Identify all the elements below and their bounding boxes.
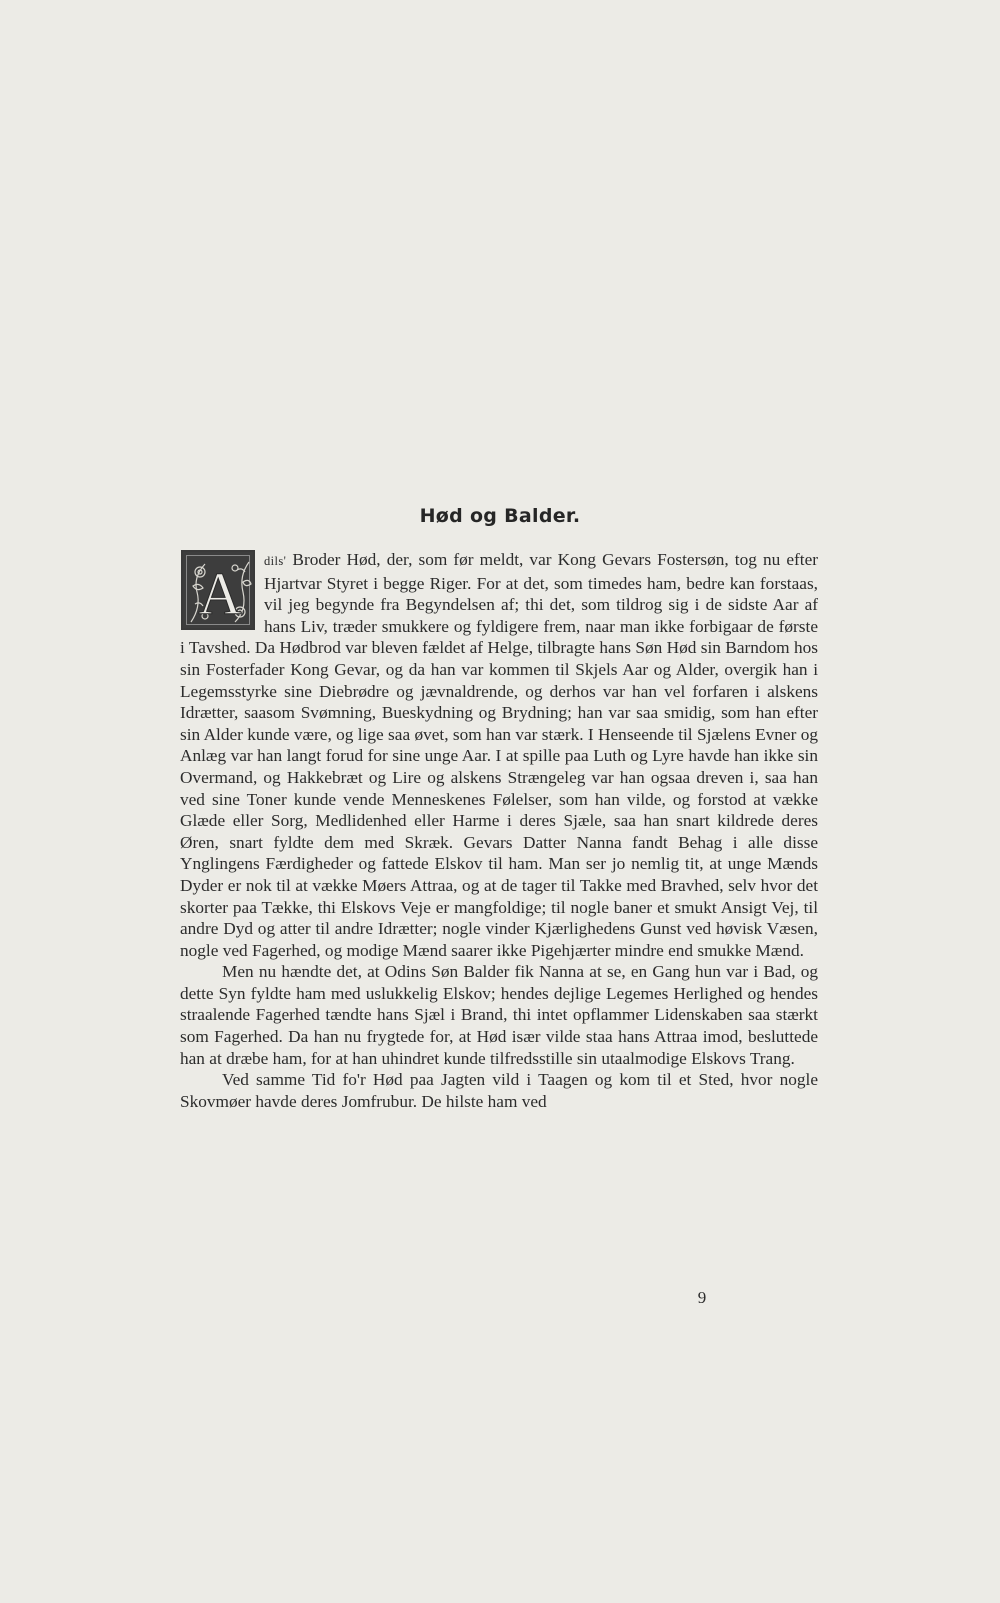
drop-cap-letter: A — [198, 561, 242, 627]
chapter-title: Hød og Balder. — [419, 505, 581, 527]
paragraph-1 — [180, 549, 818, 961]
page-number: 9 — [697, 1288, 707, 1307]
paragraph-text: Broder Hød, der, som før meldt, var Kong Gevars Fostersøn, tog nu efter Hjartvar Styret i begge Riger. For at det, som timedes ham, bedre kan forstaas, vil jeg begynde fra Begyndelsen af; thi det, som tildrog sig i de sidste Aar af hans Liv, træder smukkere og fyldigere frem, naar man ikke forbigaar de første i Tavshed. Da Hødbrod var bleven fældet af Helge, tilbragte hans Søn Hød sin Barndom hos sin Fosterfader Kong Gevar, og da han var kommen til Skjels Aar og Alder, overgik han i Legemsstyrke sine Diebrødre og jævnaldrende, og derhos var han vel forfaren i alskens Idrætter, saasom Svømning, Bueskydning og Brydning; han var saa smidig, som han efter sin Alder kunde være, og lige saa øvet, som han var stærk. I Henseende til Sjælens Evner og Anlæg var han langt forud for sine unge Aar. I at spille paa Luth og Lyre havde han ikke sin Overmand, og Hakkebræt og Lire og alskens Strængeleg var han ogsaa dreven i, saa han ved sine Toner kunde vende Menneskenes Følelser, som han vilde, og forstod at vække Glæde eller Sorg, Medlidenhed eller Harme i deres Sjæle, saa han snart kildrede deres Øren, snart fyldte dem med Skræk. Gevars Datter Nanna fandt Behag i alle disse Ynglingens Færdigheder og fattede Elskov til ham. Man ser jo nemlig tit, at unge Mænds Dyder er nok til at vække Møers Attraa, og at de tager til Takke med Bravhed, selv hvor det skorter paa Tække, thi Elskovs Veje er mangfoldige; til nogle baner et smukt Ansigt Vej, til andre Dyd og atter til andre Idrætter; nogle vinder Kjærlighedens Gunst ved høvisk Væsen, nogle ved Fagerhed, og modige Mænd saarer ikke Pigehjærter mindre end smukke Mænd. — [180, 550, 818, 960]
paragraph-lead-word: dils' — [264, 554, 287, 568]
chapter-body — [180, 549, 818, 1112]
paragraph-3: Ved samme Tid fo'r Hød paa Jagten vild i Taagen og kom til et Sted, hvor nogle Skovmøer havde deres Jomfrubur. De hilste ham ved — [180, 1070, 818, 1111]
paragraph-2: Men nu hændte det, at Odins Søn Balder fik Nanna at se, en Gang hun var i Bad, og dette Syn fyldte ham med uslukkelig Elskov; hendes dejlige Legemes Herlighed og hendes straalende Fagerhed tændte hans Sjæl i Brand, thi intet opflammer Lidenskaben saa stærkt som Fagerhed. Da han nu frygtede for, at Hød især vilde staa hans Attraa imod, besluttede han at dræbe ham, for at han uhindret kunde tilfredsstille sin utaalmodige Elskovs Trang. — [180, 962, 818, 1068]
